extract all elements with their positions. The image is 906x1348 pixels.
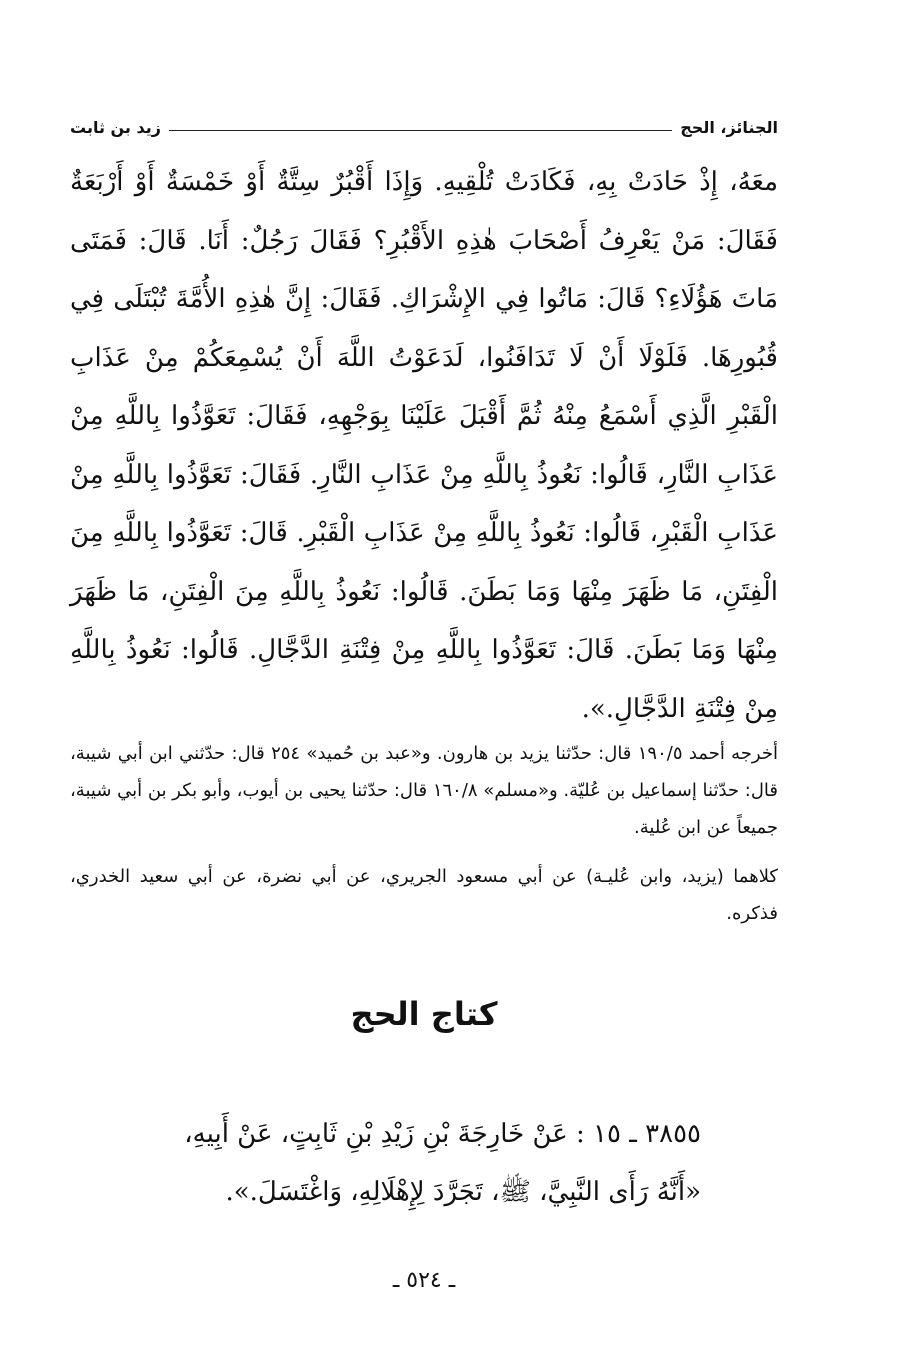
- hadith-isnad-line: ٣٨٥٥ ـ ١٥ : عَنْ خَارِجَةَ بْنِ زَيْدِ بْنِ ثَابِتٍ، عَنْ أَبِيهِ،: [184, 1119, 701, 1149]
- header-rule: [169, 130, 672, 131]
- takhrij-note: أخرجه أحمد ١٩٠/٥ قال: حدّثنا يزيد بن هارون. و«عبد بن حُميد» ٢٥٤ قال: حدّثني ابن أبي شيبة، قال: حدّثنا إسماعيل بن عُليّة. و«مسلم» ١٦٠/٨ قال: حدّثنا يحيى بن أيوب، وأبو بكر بن أبي شيبة، جميعاً عن ابن عُلية.: [70, 743, 778, 838]
- hadith-entry: [180, 1105, 701, 1221]
- hadith-matn-line: «أَنَّهُ رَأَى النَّبِيَّ، ﷺ، تَجَرَّدَ لِإِهْلَالِهِ، وَاغْتَسَلَ.».: [225, 1177, 701, 1207]
- header-narrator: زيد بن ثابت: [70, 117, 161, 137]
- header-chapter: الجنائز، الحج: [680, 117, 778, 137]
- isnad-note: كلاهما (يزيد، وابن عُليـة) عن أبي مسعود الجريري، عن أبي نضرة، عن أبي سعيد الخدري، فذكره.: [70, 866, 778, 924]
- hadith-paragraph: معَهُ، إِذْ حَادَتْ بِهِ، فَكَادَتْ تُلْقِيهِ. وَإِذَا أَقْبُرٌ سِتَّةٌ أَوْ خَمْسَةٌ أَوْ أَرْبَعَةٌ فَقَالَ: مَنْ يَعْرِفُ أَصْحَابَ هٰذِهِ الأَقْبُرِ؟ فَقَالَ رَجُلٌ: أَنَا. قَالَ: فَمَتَى مَاتَ هَؤُلَاءِ؟ قَالَ: مَاتُوا فِي الإِشْرَاكِ. فَقَالَ: إِنَّ هٰذِهِ الأُمَّةَ تُبْتَلَى فِي قُبُورِهَا. فَلَوْلَا أَنْ لَا تَدَافَنُوا، لَدَعَوْتُ اللَّهَ أَنْ يُسْمِعَكُمْ مِنْ عَذَابِ الْقَبْرِ الَّذِي أَسْمَعُ مِنْهُ ثُمَّ أَقْبَلَ عَلَيْنَا بِوَجْهِهِ، فَقَالَ: تَعَوَّذُوا بِاللَّهِ مِنْ عَذَابِ النَّارِ، قَالُوا: نَعُوذُ بِاللَّهِ مِنْ عَذَابِ النَّارِ. فَقَالَ: تَعَوَّذُوا بِاللَّهِ مِنْ عَذَابِ الْقَبْرِ، قَالُوا: نَعُوذُ بِاللَّهِ مِنْ عَذَابِ الْقَبْرِ. قَالَ: تَعَوَّذُوا بِاللَّهِ مِنَ الْفِتَنِ، مَا ظَهَرَ مِنْهَا وَمَا بَطَنَ. قَالُوا: نَعُوذُ بِاللَّهِ مِنَ الْفِتَنِ، مَا ظَهَرَ مِنْهَا وَمَا بَطَنَ. قَالَ: تَعَوَّذُوا بِاللَّهِ مِنْ فِتْنَةِ الدَّجَّالِ. قَالُوا: نَعُوذُ بِاللَّهِ مِنْ فِتْنَةِ الدَّجَّالِ.».: [70, 167, 778, 724]
- hadith-body: [70, 153, 778, 738]
- footnotes: [70, 735, 778, 932]
- section-title: كتاج الحج: [350, 995, 498, 1033]
- running-header: [70, 112, 778, 142]
- page-number: ـ ٥٢٤ ـ: [392, 1268, 456, 1293]
